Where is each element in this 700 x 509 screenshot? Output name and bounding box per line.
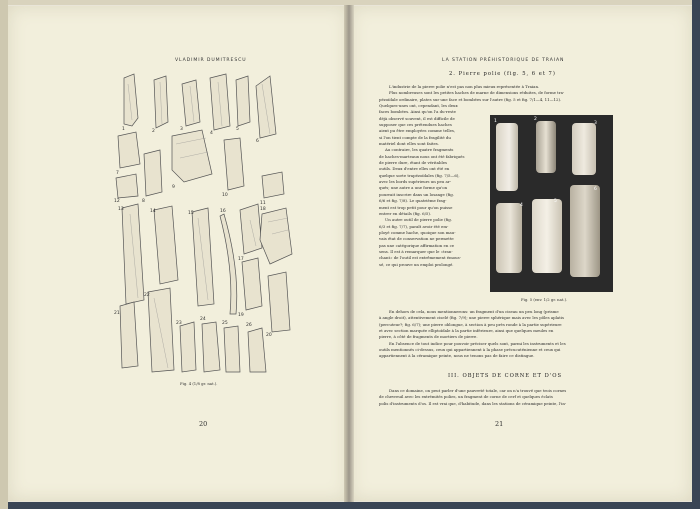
text-line: avec les bords supérieurs un peu ar- [379, 179, 452, 185]
section-title-corne-os: III. OBJETS DE CORNE ET D'OS [448, 373, 563, 379]
polished-stone-photo [490, 115, 613, 292]
artifact-number: 22 [144, 293, 150, 298]
polished-axe-image [532, 199, 562, 273]
flint-scraper-drawing [260, 208, 292, 264]
artifact-number: 20 [266, 333, 272, 338]
text-line: chant» de l'outil est extrêmement émous- [379, 255, 461, 261]
photo-number: 1 [494, 119, 497, 124]
flint-blade-drawing [122, 204, 144, 304]
bottom-edge [0, 502, 700, 509]
flint-blade-drawing [224, 138, 244, 190]
artifact-number: 16 [220, 209, 226, 214]
text-line: 6/3 et fig. 7/7), paraît avoir été em- [379, 223, 449, 229]
flint-scraper-drawing [116, 174, 138, 198]
flint-scraper-drawing [172, 130, 212, 182]
text-line: si l'on tient compte de la fragilité du [379, 134, 451, 140]
text-line: (percuteur?; fig. 6/7); une pierre oblongue, à section à peu près ronde à la partie supérieure [379, 321, 562, 327]
artifact-number: 5 [236, 127, 239, 132]
artifact-number: 6 [256, 139, 259, 144]
text-line: qués; une autre a une forme qu'on [379, 185, 448, 191]
artifact-number: 15 [188, 211, 194, 216]
right-edge [692, 0, 700, 509]
artifact-number: 2 [152, 129, 155, 134]
artifact-number: 18 [260, 207, 266, 212]
artifact-number: 19 [238, 313, 244, 318]
artifact-number: 14 [150, 209, 156, 214]
text-line: de pierre dure, étant de véritables [379, 160, 448, 166]
section-title-pierre-polie: 2. Pierre polie (fig. 5, 6 et 7) [449, 71, 556, 77]
artifact-number: 25 [222, 321, 228, 326]
text-line: Plus nombreuses sont les petites haches de marne de dimensions réduites, de forme tra- [389, 90, 565, 96]
text-line: pierre, à côté de fragments de mortiers de pierre. [379, 334, 478, 340]
photo-number: 6 [594, 187, 597, 192]
text-line: Dans ce domaine, on peut parler d'une pauvreté totale, car on n'a trouvé que trois cornes [389, 388, 567, 393]
text-line: Quelques-unes ont, cependant, les deux [379, 103, 458, 108]
flint-blade-drawing [144, 150, 162, 196]
artifact-number: 4 [210, 131, 213, 136]
flint-blade-drawing [202, 322, 220, 372]
text-line: L'industrie de la pierre polie n'est pas non plus mieux représentée à Traian. [389, 84, 540, 89]
text-line: ployé comme hache, quoique son mau- [379, 229, 456, 235]
text-line: déjà observé souvent, il est difficile de [379, 115, 455, 121]
artifact-number: 8 [142, 199, 145, 204]
right-running-header: LA STATION PRÉHISTORIQUE DE TRAIAN [442, 58, 565, 63]
paragraph-intro-wide [379, 84, 615, 103]
flint-scraper-drawing [262, 172, 284, 198]
text-line: quelque sorte trapézoïdales (fig. 7/5—6), [379, 172, 460, 178]
text-line: Un autre outil de pierre polie (fig. [385, 217, 452, 223]
paragraph-narrow-column [379, 103, 485, 268]
text-line: Au contraire, les quatre fragments [385, 147, 454, 153]
text-line: supposer que ces prétendues haches [379, 122, 452, 128]
text-line: et avec section marquée elliptoïdale à la partie inférieure, ainsi que quelques meules en [379, 328, 554, 334]
book-gutter [344, 4, 354, 504]
paragraph-horn-bone [379, 388, 615, 407]
text-line: aient pu être employées comme telles, [379, 128, 456, 134]
flint-blade-drawing [118, 132, 140, 168]
text-line: de chevreuil avec les extrémités polies, un fragment de corne de cerf et quelques éclats [379, 394, 553, 400]
text-line: faces bombées. Ainsi qu'on l'a du-reste [379, 109, 456, 115]
flint-blade-drawing [124, 74, 138, 126]
artifact-number: 13 [118, 207, 124, 212]
top-edge [0, 0, 700, 5]
left-page-number: 20 [199, 420, 208, 428]
text-line: pas une catégorique affirmation en ce [379, 242, 455, 248]
artifact-number: 17 [238, 257, 244, 262]
photo-number: 5 [554, 199, 557, 204]
flint-blade-drawing [120, 302, 138, 368]
flint-blade-drawing [224, 326, 240, 372]
photo-number: 3 [594, 121, 597, 126]
photo-number: 2 [534, 117, 537, 122]
text-line: entrer en détails (fig. 6/5). [379, 210, 432, 216]
curved-blade-drawing [220, 214, 237, 314]
text-line: En l'absence de tout indice pour pouvoir préciser quels sont, parmi les instruments et les [389, 340, 566, 346]
text-line: En dehors de cela, nous mentionnerons: un fragment d'un ciseau un peu long (prisme [389, 309, 559, 314]
flint-blade-drawing [210, 74, 230, 130]
polished-axe-image [570, 185, 600, 277]
text-line: de haches-marteaux nous ont été fabriqués [379, 153, 465, 159]
artifact-number: 23 [176, 321, 182, 326]
text-line: outils. Deux d'entre elles ont été en [379, 166, 450, 172]
text-line: polis d'instruments d'os. Il est vrai que, d'habitude, dans les stations de céramique peinte, l'in- [379, 400, 567, 406]
photo-number: 4 [520, 203, 523, 208]
text-line: sé, ce qui prouve un emploi prolongé. [379, 261, 454, 267]
artifact-number: 12 [114, 199, 120, 204]
text-line: à angle droit), attentivement ciselé (fig. 7/9); une pierre sphérique mais avec les pôles aplatis [379, 315, 564, 321]
text-line: matériel dont elles sont faites. [379, 141, 439, 147]
flint-blade-drawing [240, 204, 262, 254]
text-line: pézoïdale ordinaire, plates sur une face et bombées sur l'autre (fig. 5 et fig. 7/1—4, 11—12). [379, 96, 562, 102]
polished-axe-image [496, 203, 522, 273]
flint-blade-drawing [148, 288, 174, 372]
flint-blade-drawing [242, 258, 262, 310]
flint-blade-drawing [256, 76, 276, 138]
figure-5-caption: Fig. 5 (env. 1/2 gr. nat.). [521, 297, 568, 302]
figure-4-caption: Fig. 4 (1/8 gr. nat.). [180, 381, 218, 386]
artifact-number: 9 [172, 185, 175, 190]
artifact-number: 1 [122, 127, 125, 132]
artifact-number: 10 [222, 193, 228, 198]
artifact-number: 11 [260, 201, 266, 206]
flint-blade-drawing [192, 208, 214, 306]
artifact-number: 24 [200, 317, 206, 322]
artifact-number: 3 [180, 127, 183, 132]
polished-axe-image [536, 121, 556, 173]
artifact-number: 26 [246, 323, 252, 328]
flint-blade-drawing [180, 322, 196, 372]
left-running-header: VLADIMIR DUMITRESCU [175, 58, 247, 63]
artifact-number: 21 [114, 311, 120, 316]
text-line: sens. Il est à remarquer que le «tran- [379, 248, 453, 254]
flint-blade-drawing [248, 328, 266, 372]
flint-blade-drawing [154, 206, 178, 284]
text-line: pourrait inscrire dans un losange (fig. [379, 191, 454, 197]
text-line: ment est trop petit pour qu'on puisse [379, 204, 453, 210]
artifact-number: 7 [116, 171, 119, 176]
flint-blade-drawing [182, 80, 200, 126]
polished-axe-image [572, 123, 596, 175]
right-page-number: 21 [495, 420, 504, 428]
text-line: outils mentionnés ci-dessus, ceux qui appartiennent à la phase précucuténienne et ceux qui [379, 347, 561, 353]
text-line: appartiennent à la céramique peinte, nous ne tenons pas de faire ce distingue. [379, 353, 535, 359]
paragraph-other-objects [379, 309, 615, 360]
flint-blade-drawing [236, 76, 250, 126]
left-edge [0, 0, 8, 509]
flint-blade-drawing [268, 272, 290, 332]
text-line: vais état de conservation ne permette [379, 236, 454, 242]
artifact-drawing-plate [110, 70, 300, 375]
polished-axe-image [496, 123, 518, 191]
text-line: 6/6 et fig. 7/8). Le quatrième frag- [379, 198, 447, 204]
